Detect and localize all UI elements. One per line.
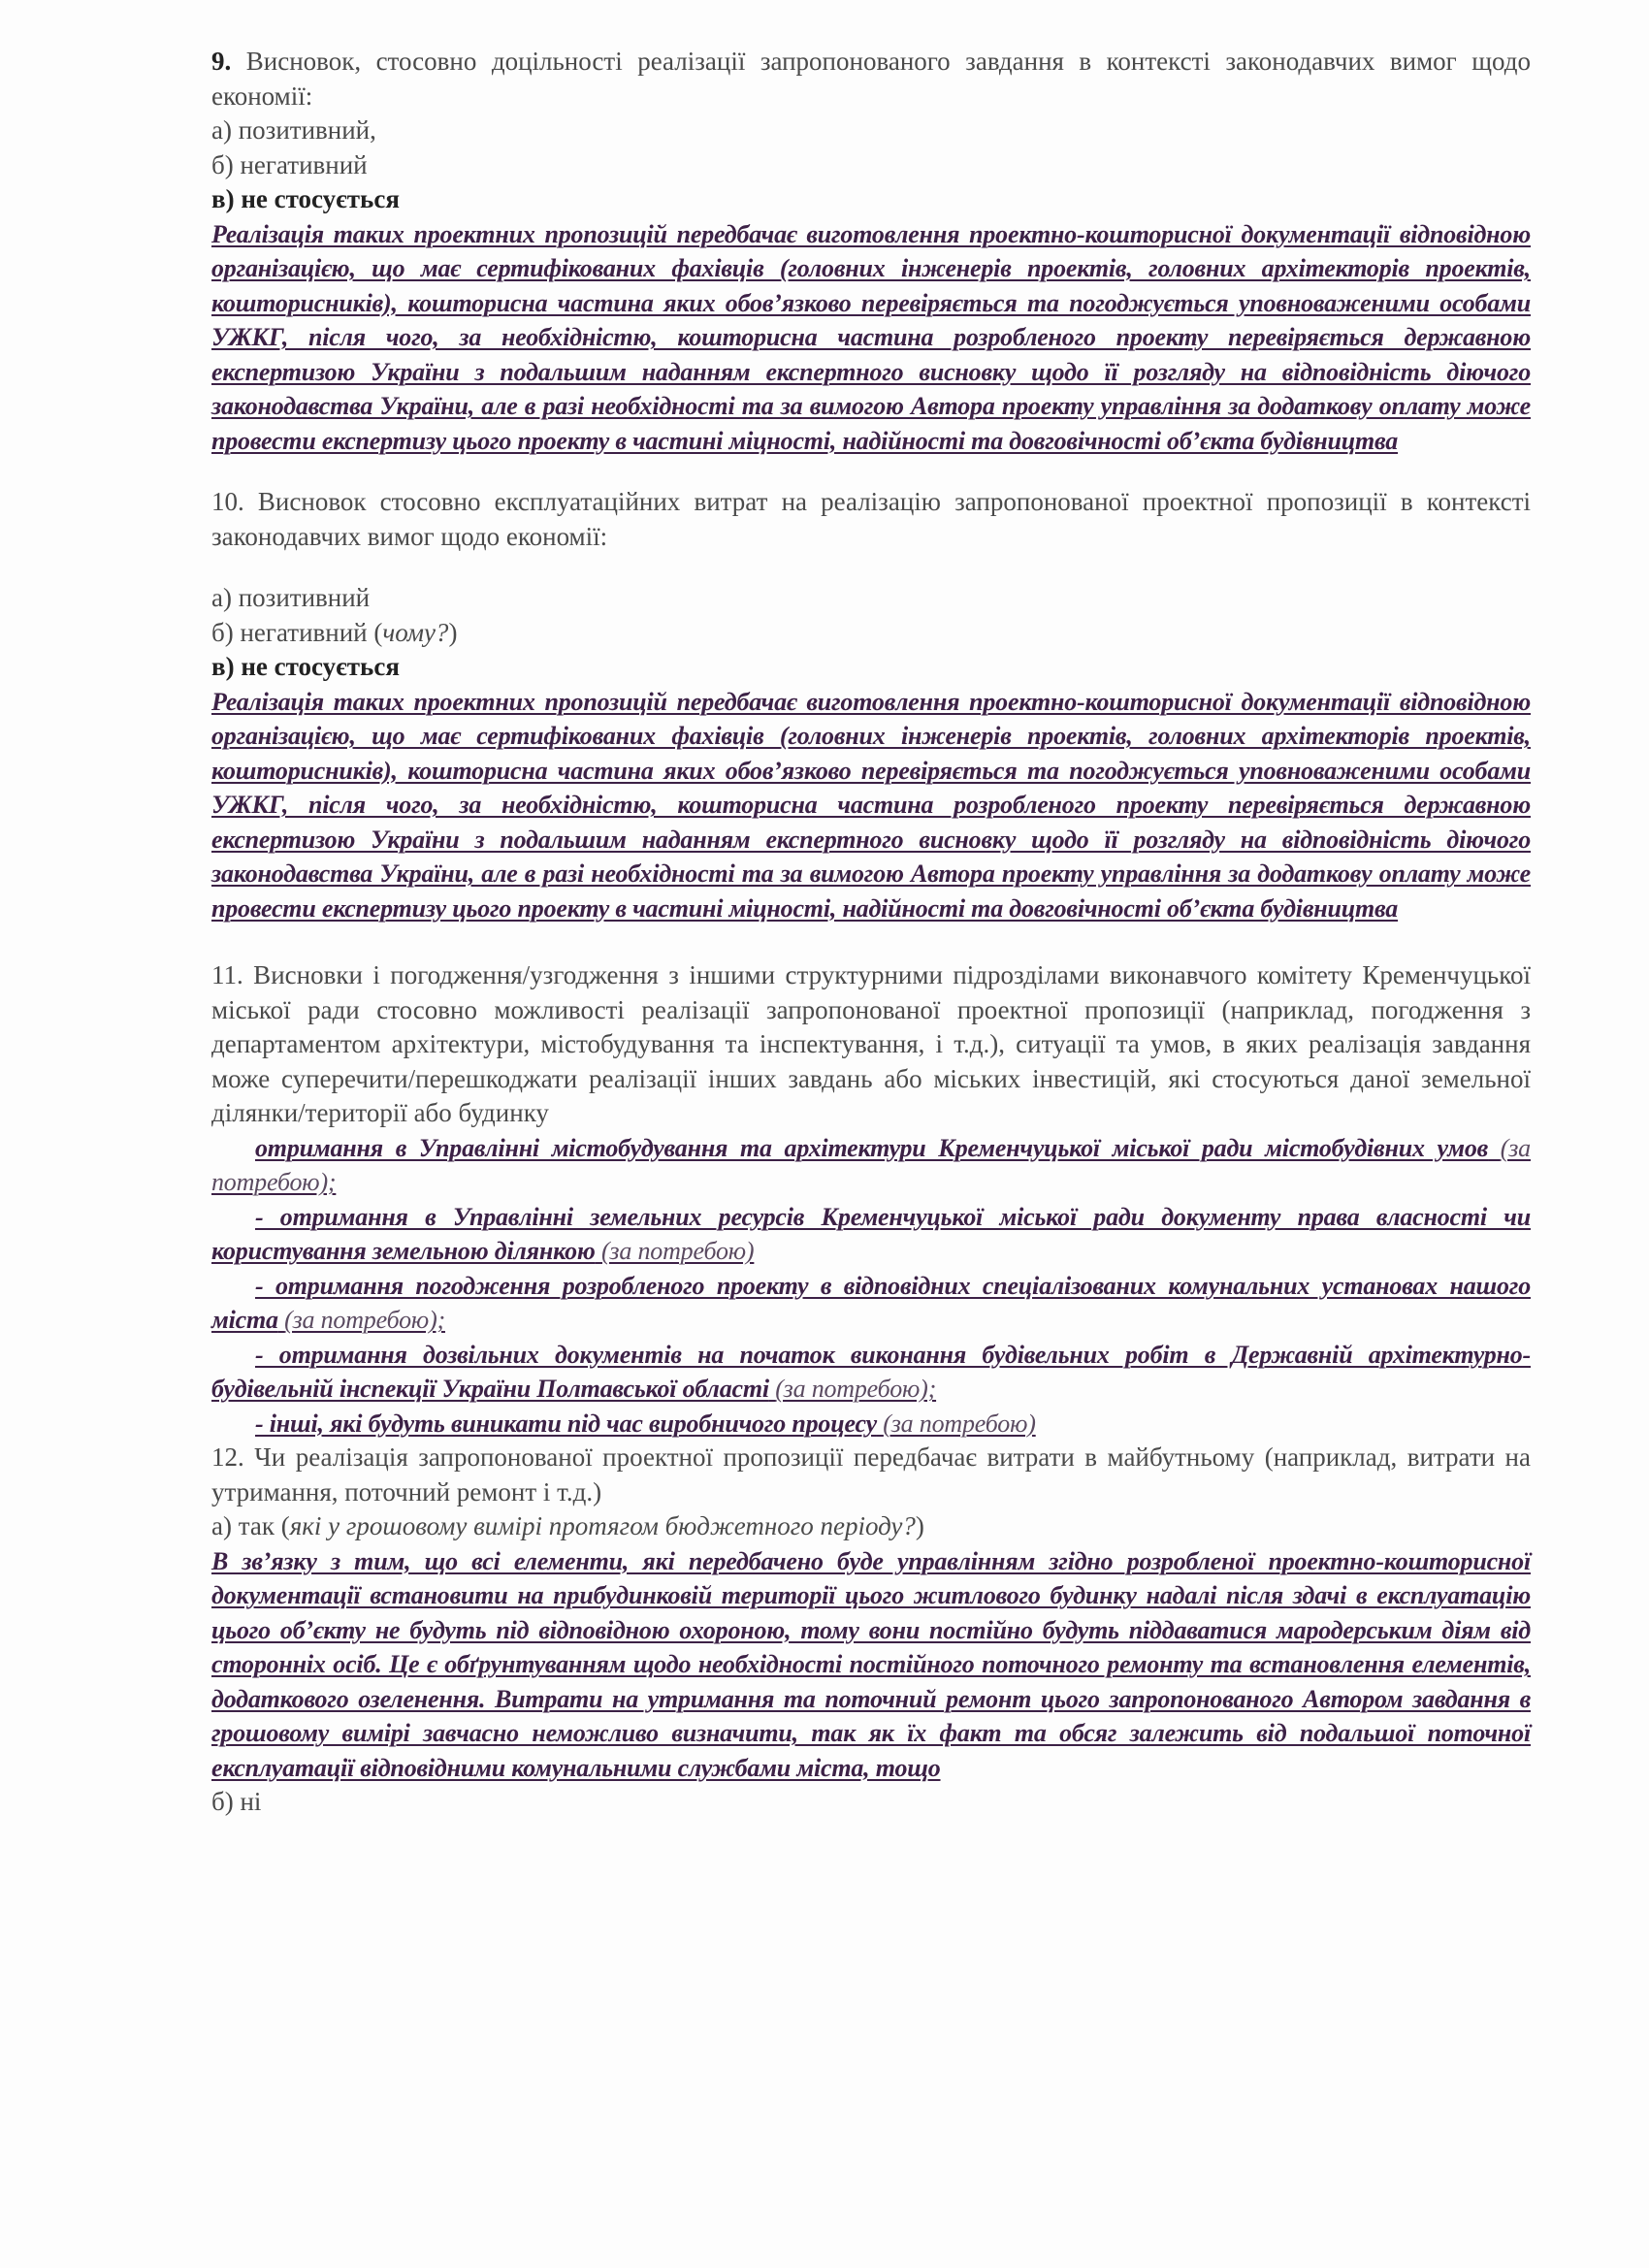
section-9-number: 9. [211, 47, 232, 76]
section-11-item-note: (за потребою); [211, 1133, 1531, 1196]
section-10 [211, 485, 1531, 925]
section-9-question [211, 45, 1531, 113]
section-10-option-a: а) позитивний [211, 583, 371, 612]
section-9-answer: Реалізація таких проектних пропозицій передбачає виготовлення проектно-кошторисної документації відповідною організацією, що має сертифікованих фахівців (головних інженерів проектів, головних архітекторів проектів, кошторисників), кошторисна частина яких обов’язково перевіряється та погоджується уповноваженими особами УЖКГ, після чого, за необхідністю, кошторисна частина розробленого проекту перевіряється державною експертизою України з подальшим наданням експертного висновку щодо її розгляду на відповідність діючого законодавства України, але в разі необхідності та за вимогою Автора проекту управління за додаткову оплату може провести експертизу цього проекту в частині міцності, надійності та довговічності об’єкта будівництва [211, 219, 1531, 455]
section-12-option-a-suffix: ) [915, 1511, 924, 1540]
section-12-option-a-prefix: а) так ( [211, 1511, 290, 1540]
section-11-item-text: - отримання дозвільних документів на початок виконання будівельних робіт в Державній архітектурно-будівельній інспекції України Полтавської області [211, 1340, 1531, 1403]
section-11-item-note: (за потребою); [775, 1375, 937, 1403]
section-11-item-note: (за потребою) [883, 1409, 1036, 1438]
section-11-item [211, 1200, 1531, 1269]
section-11-question: 11. Висновки і погодження/узгодження з іншими структурними підрозділами виконавчого комітету Кременчуцької міської ради стосовно можливості реалізації запропонованої проектної пропозиції (наприклад, погодження з департаментом архітектури, містобудування та інспектування, і т.д.), ситуації та умов, в яких реалізація завдання може суперечити/перешкоджати реалізації інших завдань або міських інвестицій, які стосуються даної земельної ділянки/території або будинку [211, 960, 1531, 1127]
section-9-option-b: б) негативний [211, 149, 368, 179]
section-11-item [211, 1269, 1531, 1338]
section-10-answer: Реалізація таких проектних пропозицій передбачає виготовлення проектно-кошторисної документації відповідною організацією, що має сертифікованих фахівців (головних інженерів проектів, головних архітекторів проектів, кошторисників), кошторисна частина яких обов’язково перевіряється та погоджується уповноваженими особами УЖКГ, після чого, за необхідністю, кошторисна частина розробленого проекту перевіряється державною експертизою України з подальшим наданням експертного висновку щодо її розгляду на відповідність діючого законодавства України, але в разі необхідності та за вимогою Автора проекту управління за додаткову оплату може провести експертизу цього проекту в частині міцності, надійності та довговічності об’єкта будівництва [211, 687, 1531, 923]
section-10-question: 10. Висновок стосовно експлуатаційних витрат на реалізацію запропонованої проектної пропозиції в контексті законодавчих вимог щодо економії: [211, 487, 1531, 551]
section-11-item-text: отримання в Управлінні містобудування та архітектури Кременчуцької міської ради містобудівних умов [255, 1133, 1489, 1162]
section-10-option-c: в) не стосується [211, 652, 400, 681]
section-10-option-b-prefix: б) негативний ( [211, 617, 383, 647]
section-10-option-b-suffix: ) [448, 617, 458, 647]
section-9-question-text: Висновок, стосовно доцільності реалізації запропонованого завдання в контексті законодавчих вимог щодо економії: [211, 47, 1531, 111]
section-11-item [211, 1338, 1531, 1407]
section-12-answer: В зв’язку з тим, що всі елементи, які передбачено буде управлінням згідно розробленої проектно-кошторисної документації встановити на прибудинковій території цього житлового будинку надалі після здачі в експлуатацію цього об’єкту не будуть під відповідною охороною, тому вони постійно будуть піддаватися мародерським діям від сторонніх осіб. Це є обґрунтуванням щодо необхідності постійного поточного ремонту та встановлення елементів, додаткового озеленення. Витрати на утримання та поточний ремонт цього запропонованого Автором завдання в грошовому вимірі завчасно неможливо визначити, так як їх факт та обсяг залежить від подальшої поточної експлуатації відповідними комунальними службами міста, тощо [211, 1546, 1531, 1782]
section-9-option-a: а) позитивний, [211, 115, 376, 145]
section-11-item-note: (за потребою) [600, 1237, 755, 1265]
section-11-item-text: - інші, які будуть виникати під час виробничого процесу [255, 1409, 877, 1438]
section-11-item [211, 1131, 1531, 1200]
section-11-item [211, 1407, 1531, 1442]
section-10-option-b [211, 616, 1531, 651]
section-9 [211, 45, 1531, 458]
section-12-option-a [211, 1509, 1531, 1544]
section-12-option-a-hint: які у грошовому вимірі протягом бюджетного періоду? [289, 1511, 916, 1540]
section-11-item-note: (за потребою); [284, 1306, 445, 1334]
section-11-item-text: - отримання погодження розробленого проекту в відповідних спеціалізованих комунальних установах нашого міста [211, 1271, 1531, 1334]
section-11 [211, 958, 1531, 1441]
section-10-option-b-hint: чому? [382, 617, 449, 647]
section-12-option-b: б) ні [211, 1787, 262, 1816]
section-12 [211, 1441, 1531, 1820]
document-body [211, 45, 1531, 1820]
section-9-option-c: в) не стосується [211, 184, 400, 213]
section-12-question: 12. Чи реалізація запропонованої проектної пропозиції передбачає витрати в майбутньому (наприклад, витрати на утримання, поточний ремонт і т.д.) [211, 1442, 1531, 1507]
section-11-item-text: - отримання в Управлінні земельних ресурсів Кременчуцької міської ради документу права власності чи користування земельною ділянкою [211, 1202, 1531, 1265]
